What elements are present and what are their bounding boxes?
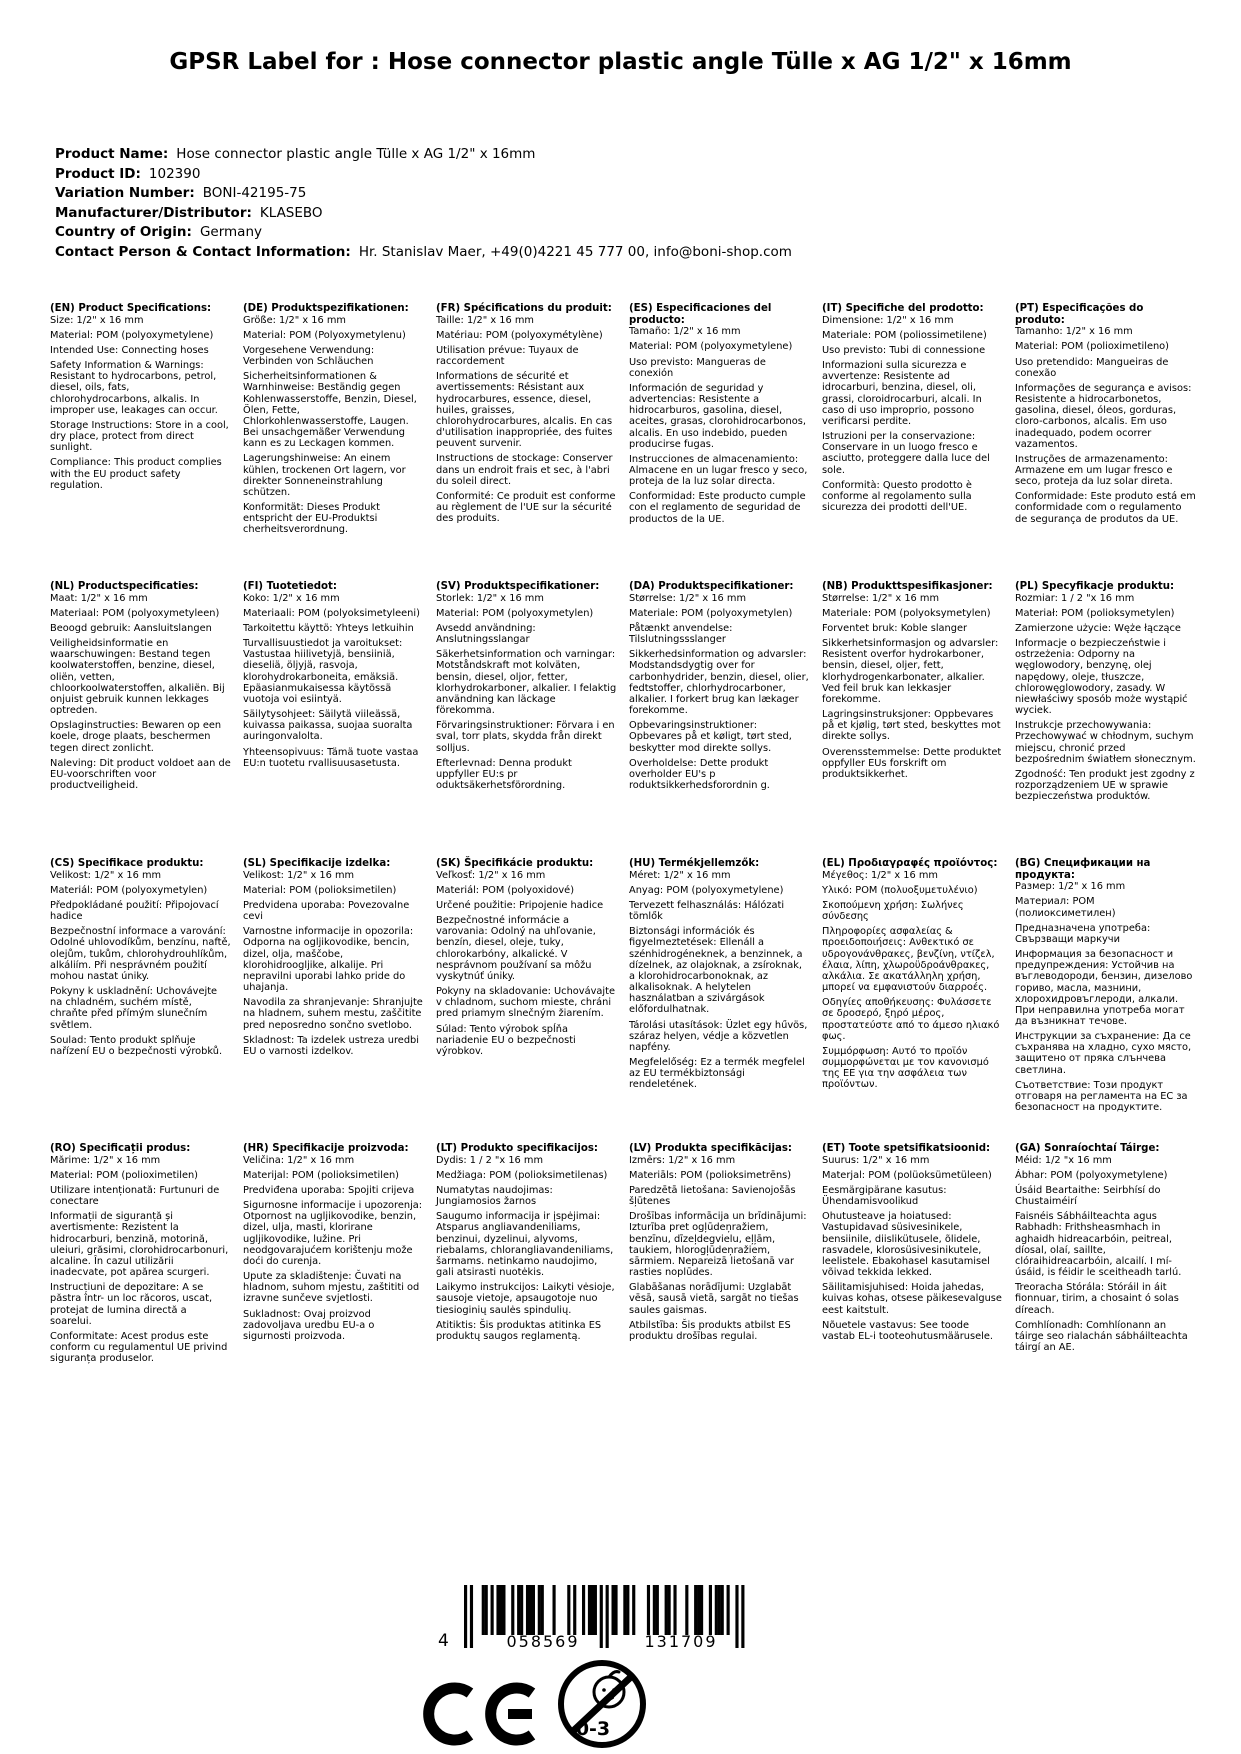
spec-paragraph: Uso previsto: Mangueras de conexión bbox=[629, 356, 766, 379]
product-info-value: KLASEBO bbox=[259, 204, 323, 221]
spec-paragraph: Предназначена употреба: Свързващи маркучи bbox=[1015, 922, 1151, 945]
spec-paragraph: Beoogd gebruik: Aansluitslangen bbox=[50, 622, 212, 634]
spec-paragraph: Velikost: 1/2" x 16 mm bbox=[243, 869, 355, 881]
spec-paragraph: Opslaginstructies: Bewaren op een koele, droge plaats, beschermen tegen direct zonlicht. bbox=[50, 720, 222, 754]
spec-paragraph: Veličina: 1/2" x 16 mm bbox=[243, 1154, 355, 1166]
spec-paragraph: Numatytas naudojimas: Jungiamosios žarnos bbox=[436, 1184, 553, 1208]
spec-paragraph: Informations de sécurité et avertissements: Résistant aux hydrocarbures, essence, diesel, huiles, graisses, chlorohydrocarbures, alcalis. En cas d'utilisation inappropriée, des fuites peuvent survenir. bbox=[436, 371, 613, 450]
spec-paragraph: Material: POM (polyoxymetylen) bbox=[436, 607, 594, 619]
lang-block-da bbox=[629, 581, 810, 858]
spec-paragraph: Veľkosť: 1/2" x 16 mm bbox=[436, 869, 546, 881]
spec-paragraph: Glabāšanas norādījumi: Uzglabāt vēsā, sausā vietā, sargāt no tiešas saules gaismas. bbox=[629, 1282, 799, 1316]
product-info-value: Hr. Stanislav Maer, +49(0)4221 45 777 00, info@boni-shop.com bbox=[358, 243, 792, 260]
lang-block-hu bbox=[629, 858, 810, 1143]
spec-paragraph: Tárolási utasítások: Üzlet egy hűvös, száraz helyen, védje a közvetlen napfény. bbox=[629, 1019, 808, 1053]
spec-paragraph: Informazioni sulla sicurezza e avvertenze: Resistente ad idrocarburi, benzina, diesel, oli, grassi, cloroidrocarburi, alcali. In caso di uso improprio, possono verificarsi perdite. bbox=[822, 360, 982, 427]
spec-paragraph: Material: POM (polioximetileno) bbox=[1015, 341, 1169, 353]
product-info-label: Country of Origin: bbox=[55, 224, 192, 241]
spec-paragraph: Paredzētā lietošana: Savienojošās šļūtenes bbox=[629, 1184, 796, 1208]
spec-paragraph: Treoracha Stórála: Stóráil in áit fionnuar, tirim, a chosaint ó solas díreach. bbox=[1015, 1282, 1179, 1316]
spec-paragraph: Soulad: Tento produkt splňuje nařízení EU o bezpečnosti výrobků. bbox=[50, 1034, 223, 1057]
spec-paragraph: Förvaringsinstruktioner: Förvara i en sval, torr plats, skydda från direkt solljus. bbox=[436, 720, 615, 754]
spec-paragraph: Información de seguridad y advertencias: Resistente a hidrocarburos, gasolina, diesel, aceites, grasas, clorohidrocarbonos, alcalis. En uso indebido, pueden producirse fugas. bbox=[629, 382, 806, 450]
spec-paragraph: Materiale: POM (polyoksymetylen) bbox=[822, 607, 991, 619]
spec-paragraph: Storage Instructions: Store in a cool, dry place, protect from direct sunlight. bbox=[50, 419, 229, 454]
spec-paragraph: Velikost: 1/2" x 16 mm bbox=[50, 869, 162, 881]
spec-paragraph: Faisnéis Sábháilteachta agus Rabhadh: Frithsheasmhach in aghaidh hidreacarbóin, peitreal, díosal, olaí, saillte, clóraihidreacarbóin, alcailí. I mí-úsáid, is féidir le sceitheadh tarlú. bbox=[1015, 1211, 1182, 1279]
spec-paragraph: Rozmiar: 1 / 2 "x 16 mm bbox=[1015, 592, 1135, 604]
spec-paragraph: Vorgesehene Verwendung: Verbinden von Schläuchen bbox=[243, 344, 375, 368]
spec-paragraph: Материал: POM (полиоксиметилен) bbox=[1015, 896, 1116, 919]
spec-paragraph: Materjal: POM (polüoksümetüleen) bbox=[822, 1169, 992, 1181]
spec-paragraph: Instrukcje przechowywania: Przechowywać w chłodnym, suchym miejscu, chronić przed bezpośrednim światłem słonecznym. bbox=[1015, 720, 1196, 765]
product-info-row bbox=[55, 184, 1191, 204]
spec-paragraph: Påtænkt anvendelse: Tilslutningssslanger bbox=[629, 622, 733, 646]
spec-paragraph: Koko: 1/2" x 16 mm bbox=[243, 592, 340, 604]
spec-paragraph: Storlek: 1/2" x 16 mm bbox=[436, 592, 544, 604]
product-info-row bbox=[55, 223, 1191, 243]
spec-paragraph: Tamaño: 1/2" x 16 mm bbox=[629, 326, 741, 338]
spec-paragraph: Размер: 1/2" x 16 mm bbox=[1015, 881, 1126, 893]
spec-paragraph: Säkerhetsinformation och varningar: Motståndskraft mot kolväten, bensin, diesel, oljor, fetter, klorhydrokarboner, alkalier. I felaktig användning kan läckage förekomma. bbox=[436, 649, 617, 717]
spec-paragraph: Materiál: POM (polyoxymetylen) bbox=[50, 884, 208, 896]
lang-block-sv bbox=[436, 581, 617, 858]
spec-paragraph: Conformidad: Este producto cumple con el reglamento de seguridad de productos de la UE. bbox=[629, 491, 806, 525]
lang-block-lv bbox=[629, 1143, 810, 1364]
lang-block-header: (DE) Produktspezifikationen: bbox=[243, 303, 409, 314]
spec-paragraph: Saugumo informacija ir įspėjimai: Atsparus angliavandeniliams, benzinui, dyzelinui, alyvoms, riebalams, chlorangliavandeniliams, šarmams. netinkamo naudojimo, gali atsirasti nuotėkis. bbox=[436, 1211, 614, 1279]
spec-paragraph: Säilytysohjeet: Säilytä viileässä, kuivassa paikassa, suojaa suoralta auringonvalolta. bbox=[243, 709, 413, 743]
spec-paragraph: Instructions de stockage: Conserver dans un endroit frais et sec, à l'abri du soleil direct. bbox=[436, 453, 613, 487]
spec-paragraph: Efterlevnad: Denna produkt uppfyller EU:s pr oduktsäkerhetsförordning. bbox=[436, 757, 572, 791]
lang-block-cs bbox=[50, 858, 231, 1143]
lang-block-el bbox=[822, 858, 1003, 1143]
spec-paragraph: Maat: 1/2" x 16 mm bbox=[50, 592, 148, 604]
spec-paragraph: Material: POM (polioximetilen) bbox=[50, 1169, 199, 1181]
spec-paragraph: Medžiaga: POM (polioksimetilenas) bbox=[436, 1169, 608, 1181]
spec-paragraph: Pokyny k uskladnění: Uchovávejte na chladném, suchém místě, chraňte před přímým slunečním světlem. bbox=[50, 986, 218, 1031]
spec-paragraph: Uso pretendido: Mangueiras de conexão bbox=[1015, 356, 1169, 379]
lang-block-header: (LV) Produkta specifikācijas: bbox=[629, 1143, 792, 1154]
spec-paragraph: Instrucciones de almacenamiento: Almacene en un lugar fresco y seco, proteja de la luz solar directa. bbox=[629, 453, 808, 488]
spec-paragraph: Upute za skladištenje: Čuvati na hladnom, suhom mjestu, zaštititi od izravne sunčeve svjetlosti. bbox=[243, 1271, 420, 1305]
spec-paragraph: Istruzioni per la conservazione: Conservare in un luogo fresco e asciutto, proteggere dalla luce del sole. bbox=[822, 431, 990, 476]
age-warning-0-3-icon bbox=[556, 1656, 648, 1754]
barcode-left-digits: 058569 bbox=[506, 1632, 580, 1651]
lang-block-et bbox=[822, 1143, 1003, 1364]
lang-block-es bbox=[629, 303, 810, 581]
spec-paragraph: Megfelelőség: Ez a termék megfelel az EU termékbiztonsági rendeletének. bbox=[629, 1056, 805, 1091]
spec-paragraph: Material: POM (polyoxymetylene) bbox=[50, 329, 214, 341]
language-specifications-grid bbox=[50, 303, 1196, 1364]
spec-paragraph: Atbilstība: Šis produkts atbilst ES produktu drošības regulai. bbox=[629, 1319, 791, 1342]
spec-paragraph: Sicherheitsinformationen & Warnhinweise: Beständig gegen Kohlenwasserstoffe, Benzin, Diesel, Ölen, Fette, Chlorkohlenwasserstoffe, Laugen. Bei unsachgemäßer Verwendung kann es zu Leckagen kommen. bbox=[243, 371, 417, 450]
spec-paragraph: Информация за безопасност и предупреждения: Устойчив на въглеводороди, бензин, дизелово гориво, масла, мазнини, хлорохидровъглероди, алкали. При неправилна употреба могат да възникнат течове. bbox=[1015, 949, 1193, 1027]
spec-paragraph: Predviđena uporaba: Spojiti crijeva bbox=[243, 1184, 415, 1196]
spec-paragraph: Materijal: POM (polioksimetilen) bbox=[243, 1169, 400, 1181]
lang-block-de bbox=[243, 303, 424, 581]
spec-paragraph: Size: 1/2" x 16 mm bbox=[50, 314, 144, 326]
product-info-value: Hose connector plastic angle Tülle x AG 1/2" x 16mm bbox=[176, 146, 536, 162]
lang-block-hr bbox=[243, 1143, 424, 1364]
spec-paragraph: Méret: 1/2" x 16 mm bbox=[629, 869, 731, 881]
lang-block-header: (PT) Especificações do produto: bbox=[1015, 303, 1144, 326]
spec-paragraph: Materiaali: POM (polyoksimetyleeni) bbox=[243, 607, 420, 619]
spec-paragraph: Compliance: This product complies with the EU product safety regulation. bbox=[50, 457, 222, 491]
lang-block-header: (BG) Спецификации на продукта: bbox=[1015, 858, 1151, 881]
spec-paragraph: Predvidena uporaba: Povezovalne cevi bbox=[243, 899, 410, 923]
lang-block-bg bbox=[1015, 858, 1196, 1143]
barcode-prefix-digit: 4 bbox=[438, 1631, 449, 1651]
spec-paragraph: Съответствие: Този продукт отговаря на регламента на ЕС за безопасност на продуктите. bbox=[1015, 1079, 1188, 1114]
lang-block-header: (LT) Produkto specifikacijos: bbox=[436, 1143, 598, 1154]
spec-paragraph: Pokyny na skladovanie: Uchovávajte v chladnom, suchom mieste, chráni pred priamym slnečným žiarením. bbox=[436, 986, 615, 1020]
lang-block-it bbox=[822, 303, 1003, 581]
spec-paragraph: Yhteensopivuus: Tämä tuote vastaa EU:n tuotetu rvallisuusasetusta. bbox=[243, 746, 419, 769]
spec-paragraph: Instrucțiuni de depozitare: A se păstra într- un loc răcoros, uscat, protejat de lumina directă a soarelui. bbox=[50, 1282, 213, 1327]
lang-block-header: (HR) Specifikacije proizvoda: bbox=[243, 1143, 409, 1154]
product-info bbox=[55, 145, 1191, 262]
spec-paragraph: Conformité: Ce produit est conforme au règlement de l'UE sur la sécurité des produits. bbox=[436, 490, 616, 525]
lang-block-header: (PL) Specyfikacje produktu: bbox=[1015, 581, 1175, 592]
spec-paragraph: Overholdelse: Dette produkt overholder EU's p roduktsikkerhedsforordnin g. bbox=[629, 757, 770, 791]
spec-paragraph: Materiaal: POM (polyoxymetyleen) bbox=[50, 607, 220, 619]
product-info-label: Contact Person & Contact Information: bbox=[55, 243, 351, 260]
spec-paragraph: Taille: 1/2" x 16 mm bbox=[436, 314, 534, 326]
spec-paragraph: Nõuetele vastavus: See toode vastab EL-i tooteohutusmäärusele. bbox=[822, 1319, 993, 1342]
spec-paragraph: Utilizare intenționată: Furtunuri de conectare bbox=[50, 1184, 220, 1208]
lang-block-header: (EL) Προδιαγραφές προϊόντος: bbox=[822, 858, 998, 869]
spec-paragraph: Conformidade: Este produto está em conformidade com o regulamento de segurança de produtos da UE. bbox=[1015, 491, 1196, 525]
spec-paragraph: Bezpečnostní informace a varování: Odolné uhlovodíkům, benzínu, naftě, olejům, tukům, chlorohydrouhlíkům, alkáliím. Při nesprávném použití mohou nastat úniky. bbox=[50, 926, 231, 982]
spec-paragraph: Veiligheidsinformatie en waarschuwingen: Bestand tegen koolwaterstoffen, benzine, diesel, oliën, vetten, chloorkoolwaterstoffen, alkaliën. Bij onjuist gebruik kunnen lekkages optreden. bbox=[50, 638, 225, 717]
spec-paragraph: Conformità: Questo prodotto è conforme al regolamento sulla sicurezza dei prodotti dell'UE. bbox=[822, 479, 972, 513]
lang-block-header: (ES) Especificaciones del producto: bbox=[629, 303, 772, 326]
page-title: GPSR Label for : Hose connector plastic angle Tülle x AG 1/2" x 16mm bbox=[169, 49, 1072, 75]
lang-block-header: (RO) Specificații produs: bbox=[50, 1143, 191, 1154]
spec-paragraph: Sikkerhetsinformasjon og advarsler: Resistent overfor hydrokarboner, bensin, diesel, oljer, fett, klorhydrogenkarbonater, alkalier. Ved feil bruk kan lekkasjer forekomme. bbox=[822, 638, 999, 705]
product-info-row bbox=[55, 165, 1191, 185]
lang-block-header: (EN) Product Specifications: bbox=[50, 303, 212, 314]
spec-paragraph: Μέγεθος: 1/2" x 16 mm bbox=[822, 869, 938, 881]
spec-paragraph: Izmērs: 1/2" x 16 mm bbox=[629, 1154, 736, 1166]
spec-paragraph: Ohutusteave ja hoiatused: Vastupidavad süsivesinikele, bensiinile, diislikütusele, õlidele, rasvadele, klorosüsivesinikutele, leelistele. Ebakohasel kasutamisel võivad tekkida lekked. bbox=[822, 1211, 990, 1279]
spec-paragraph: Lagerungshinweise: An einem kühlen, trockenen Ort lagern, vor direkter Sonneneinstrahlung schützen. bbox=[243, 453, 406, 498]
spec-paragraph: Atitiktis: Šis produktas atitinka ES produktų saugos reglamentą. bbox=[436, 1319, 602, 1342]
spec-paragraph: Sukladnost: Ovaj proizvod zadovoljava uredbu EU-a o sigurnosti proizvoda. bbox=[243, 1308, 375, 1342]
spec-paragraph: Úsáid Beartaithe: Seirbhísí do Chustaiméirí bbox=[1015, 1184, 1161, 1208]
spec-paragraph: Anyag: POM (polyoxymetylene) bbox=[629, 884, 784, 896]
lang-block-fi bbox=[243, 581, 424, 858]
spec-paragraph: Størrelse: 1/2" x 16 mm bbox=[822, 592, 939, 604]
product-info-value: BONI-42195-75 bbox=[202, 185, 307, 202]
spec-paragraph: Materiāls: POM (polioksimetrēns) bbox=[629, 1169, 792, 1181]
spec-paragraph: Avsedd användning: Anslutningsslangar bbox=[436, 622, 536, 646]
spec-paragraph: Utilisation prévue: Tuyaux de raccordement bbox=[436, 344, 579, 368]
lang-block-header: (ET) Toote spetsifikatsioonid: bbox=[822, 1143, 991, 1154]
product-info-label: Product Name: bbox=[55, 146, 169, 162]
product-info-row bbox=[55, 145, 1191, 165]
spec-paragraph: Zgodność: Ten produkt jest zgodny z rozporządzeniem UE w sprawie bezpieczeństwa produktów. bbox=[1015, 768, 1195, 803]
spec-paragraph: Tervezett felhasználás: Hálózati tömlők bbox=[629, 899, 785, 923]
spec-paragraph: Matériau: POM (polyoxymétylène) bbox=[436, 329, 603, 341]
spec-paragraph: Informacje o bezpieczeństwie i ostrzeżenia: Odporny na węglowodory, benzynę, olej napędowy, oleje, tłuszcze, chlorowęglowodory, zasady. W niewłaściwy sposób może wystąpić wyciek. bbox=[1015, 638, 1188, 717]
spec-paragraph: Materiale: POM (poliossimetilene) bbox=[822, 329, 987, 341]
lang-block-pl bbox=[1015, 581, 1196, 858]
lang-block-header: (CS) Specifikace produktu: bbox=[50, 858, 204, 869]
spec-paragraph: Safety Information & Warnings: Resistant to hydrocarbons, petrol, diesel, oils, fats, chlorohydrocarbons, alkalis. In improper use, leakages can occur. bbox=[50, 360, 218, 416]
spec-paragraph: Varnostne informacije in opozorila: Odporna na ogljikovodike, bencin, dizel, olja, maščobe, klorohidroogljike, alkalije. Pri nepravilni uporabi lahko pride do uhajanja. bbox=[243, 926, 414, 994]
spec-paragraph: Súlad: Tento výrobok spĺňa nariadenie EU o bezpečnosti výrobkov. bbox=[436, 1023, 576, 1057]
spec-paragraph: Dimensione: 1/2" x 16 mm bbox=[822, 314, 954, 326]
spec-paragraph: Material: POM (polyoxymetylene) bbox=[629, 341, 793, 353]
lang-block-header: (GA) Sonraíochtaí Táirge: bbox=[1015, 1143, 1160, 1154]
lang-block-ro bbox=[50, 1143, 231, 1364]
spec-paragraph: Zamierzone użycie: Węże łączące bbox=[1015, 622, 1181, 634]
product-info-label: Variation Number: bbox=[55, 185, 195, 202]
spec-paragraph: Υλικό: POM (πολυοξυμετυλένιο) bbox=[822, 884, 978, 896]
spec-paragraph: Ábhar: POM (polyoxymetylene) bbox=[1015, 1169, 1168, 1181]
spec-paragraph: Οδηγίες αποθήκευσης: Φυλάσσετε σε δροσερό, ξηρό μέρος, προστατεύστε από το άμεσο ηλιακό φως. bbox=[822, 997, 1000, 1042]
spec-paragraph: Σκοπούμενη χρήση: Σωλήνες σύνδεσης bbox=[822, 899, 964, 923]
spec-paragraph: Dydis: 1 / 2 "x 16 mm bbox=[436, 1154, 543, 1166]
spec-paragraph: Größe: 1/2" x 16 mm bbox=[243, 314, 346, 326]
lang-block-en bbox=[50, 303, 231, 581]
lang-block-header: (FI) Tuotetiedot: bbox=[243, 581, 337, 592]
spec-paragraph: Bezpečnostné informácie a varovania: Odolný na uhľovanie, benzín, diesel, oleje, tuky, chlorokarbóny, alkalické. V nesprávnom používaní sa môžu vyskytnúť úniky. bbox=[436, 915, 596, 982]
spec-paragraph: Méid: 1/2 "x 16 mm bbox=[1015, 1154, 1112, 1166]
lang-block-sl bbox=[243, 858, 424, 1143]
spec-paragraph: Suurus: 1/2" x 16 mm bbox=[822, 1154, 930, 1166]
spec-paragraph: Sikkerhedsinformation og advarsler: Modstandsdygtig over for carbonhydrider, benzin, diesel, olier, fedtstoffer, chlorhydrocarboner, alkalier. I forkert brug kan lækager forekomme. bbox=[629, 649, 809, 717]
spec-paragraph: Størrelse: 1/2" x 16 mm bbox=[629, 592, 746, 604]
spec-paragraph: Lagringsinstruksjoner: Oppbevares på et kjølig, tørt sted, beskyttes mot direkte sollys. bbox=[822, 709, 1001, 743]
spec-paragraph: Drošības informācija un brīdinājumi: Izturība pret ogļūdeņražiem, benzīnu, dīzeļdegvielu, eļļām, taukiem, hlorogļūdeņražiem, sārmiem. Nepareizā lietošanā var rasties noplūdes. bbox=[629, 1211, 807, 1279]
lang-block-nb bbox=[822, 581, 1003, 858]
lang-block-header: (IT) Specifiche del prodotto: bbox=[822, 303, 984, 314]
spec-paragraph: Skladnost: Ta izdelek ustreza uredbi EU o varnosti izdelkov. bbox=[243, 1034, 419, 1057]
spec-paragraph: Informații de siguranță și avertismente: Rezistent la hidrocarburi, benzină, motorină, uleiuri, grăsimi, clorohidrocarbonuri, alcaline. În cazul utilizării inadecvate, pot apărea scurgeri. bbox=[50, 1211, 229, 1279]
age-warning-text: 0-3 bbox=[575, 1718, 611, 1740]
lang-block-header: (NL) Productspecificaties: bbox=[50, 581, 199, 592]
lang-block-ga bbox=[1015, 1143, 1196, 1364]
barcode-right-digits: 131709 bbox=[644, 1632, 718, 1651]
lang-block-fr bbox=[436, 303, 617, 581]
ce-mark-icon bbox=[420, 1682, 544, 1752]
spec-paragraph: Συμμόρφωση: Αυτό το προϊόν συμμορφώνεται με τον κανονισμό της ΕΕ για την ασφάλεια των προϊόντων. bbox=[822, 1045, 989, 1091]
spec-paragraph: Eesmärgipärane kasutus: Ühendamisvoolikud bbox=[822, 1184, 947, 1208]
spec-paragraph: Biztonsági információk és figyelmeztetések: Ellenáll a szénhidrogéneknek, a benzinnek, a dízelnek, az olajoknak, a zsíroknak, a klorohidrocarbonoknak, az alkalisoknak. A helytelen használatban a szivárgások előfordulhatnak. bbox=[629, 926, 803, 1016]
lang-block-header: (DA) Produktspecifikationer: bbox=[629, 581, 794, 592]
lang-block-sk bbox=[436, 858, 617, 1143]
product-info-row bbox=[55, 204, 1191, 224]
lang-block-header: (SL) Specifikacije izdelka: bbox=[243, 858, 391, 869]
spec-paragraph: Säilitamisjuhised: Hoida jahedas, kuivas kohas, otsese päikesevalguse eest kaitstult. bbox=[822, 1282, 1002, 1316]
product-info-value: 102390 bbox=[148, 165, 201, 182]
spec-paragraph: Forventet bruk: Koble slanger bbox=[822, 622, 968, 634]
spec-paragraph: Material: POM (polioksimetilen) bbox=[243, 884, 397, 896]
product-info-label: Product ID: bbox=[55, 165, 141, 182]
spec-paragraph: Navodila za shranjevanje: Shranjujte na hladnem, suhem mestu, zaščitite pred neposredno sončno svetlobo. bbox=[243, 997, 423, 1031]
spec-paragraph: Material: POM (Polyoxymetylenu) bbox=[243, 329, 406, 341]
lang-block-header: (HU) Termékjellemzők: bbox=[629, 858, 760, 869]
lang-block-header: (SK) Špecifikácie produktu: bbox=[436, 858, 594, 869]
spec-paragraph: Konformität: Dieses Produkt entspricht der EU-Produktsi cherheitsverordnung. bbox=[243, 501, 380, 536]
spec-paragraph: Turvallisuustiedot ja varoitukset: Vastustaa hiilivetyjä, bensiiniä, dieseliä, öljyjä, rasvoja, klorohydrokarboneita, emäksiä. Epäasianmukaisessa käytössä vuotoja voi esiintyä. bbox=[243, 638, 403, 705]
lang-block-pt bbox=[1015, 303, 1196, 581]
product-info-value: Germany bbox=[199, 224, 262, 241]
product-info-row bbox=[55, 243, 1191, 263]
spec-paragraph: Materiale: POM (polyoxymetylen) bbox=[629, 607, 793, 619]
spec-paragraph: Sigurnosne informacije i upozorenja: Otpornost na ugljikovodike, benzin, dizel, ulja, masti, klorirane ugljikovodike, lužine. Pri neodgovarajućem korištenju može doći do curenja. bbox=[243, 1200, 423, 1267]
spec-paragraph: Overensstemmelse: Dette produktet oppfyller EUs forskrift om produktsikkerhet. bbox=[822, 746, 1002, 780]
spec-paragraph: Určené použitie: Pripojenie hadice bbox=[436, 899, 604, 911]
product-info-label: Manufacturer/Distributor: bbox=[55, 204, 252, 221]
spec-paragraph: Mărime: 1/2" x 16 mm bbox=[50, 1154, 161, 1166]
spec-paragraph: Intended Use: Connecting hoses bbox=[50, 344, 209, 356]
spec-paragraph: Laikymo instrukcijos: Laikyti vėsioje, sausoje vietoje, apsaugotoje nuo tiesioginių saulės spindulių. bbox=[436, 1282, 615, 1316]
spec-paragraph: Инструкции за съхранение: Да се съхранява на хладно, сухо място, защитено от пряка слънчева светлина. bbox=[1015, 1031, 1192, 1076]
spec-paragraph: Naleving: Dit product voldoet aan de EU-voorschriften voor productveiligheid. bbox=[50, 757, 231, 791]
lang-block-lt bbox=[436, 1143, 617, 1364]
lang-block-header: (FR) Spécifications du produit: bbox=[436, 303, 612, 314]
spec-paragraph: Conformitate: Acest produs este conform cu regulamentul UE privind siguranța produselor. bbox=[50, 1330, 228, 1365]
spec-paragraph: Informações de segurança e avisos: Resistente a hidrocarbonetos, gasolina, diesel, óleos, gorduras, cloro-carbonos, alcalis. Em uso inadequado, podem ocorrer vazamentos. bbox=[1015, 382, 1192, 450]
lang-block-nl bbox=[50, 581, 231, 858]
spec-paragraph: Materiał: POM (polioksymetylen) bbox=[1015, 607, 1175, 619]
spec-paragraph: Předpokládané použití: Připojovací hadice bbox=[50, 899, 219, 923]
spec-paragraph: Opbevaringsinstruktioner: Opbevares på et køligt, tørt sted, beskytter mod direkte sollys. bbox=[629, 720, 792, 754]
lang-block-header: (NB) Produkttspesifikasjoner: bbox=[822, 581, 993, 592]
lang-block-header: (SV) Produktspecifikationer: bbox=[436, 581, 600, 592]
spec-paragraph: Tarkoitettu käyttö: Yhteys letkuihin bbox=[243, 622, 414, 634]
spec-paragraph: Uso previsto: Tubi di connessione bbox=[822, 344, 986, 356]
spec-paragraph: Instruções de armazenamento: Armazene em um lugar fresco e seco, proteja da luz solar direta. bbox=[1015, 453, 1173, 488]
spec-paragraph: Materiál: POM (polyoxidové) bbox=[436, 884, 575, 896]
spec-paragraph: Tamanho: 1/2" x 16 mm bbox=[1015, 326, 1133, 338]
spec-paragraph: Πληροφορίες ασφαλείας & προειδοποιήσεις: Ανθεκτικό σε υδρογονάνθρακες, βενζίνη, ντίζελ, έλαια, λίπη, χλωροϋδροάνθρακες, αλκάλια. Σε ακατάλληλη χρήση, μπορεί να εμφανιστούν διαρροές. bbox=[822, 926, 995, 994]
spec-paragraph: Comhlíonadh: Comhlíonann an táirge seo rialachán sábháilteachta táirgí an AE. bbox=[1015, 1319, 1188, 1353]
